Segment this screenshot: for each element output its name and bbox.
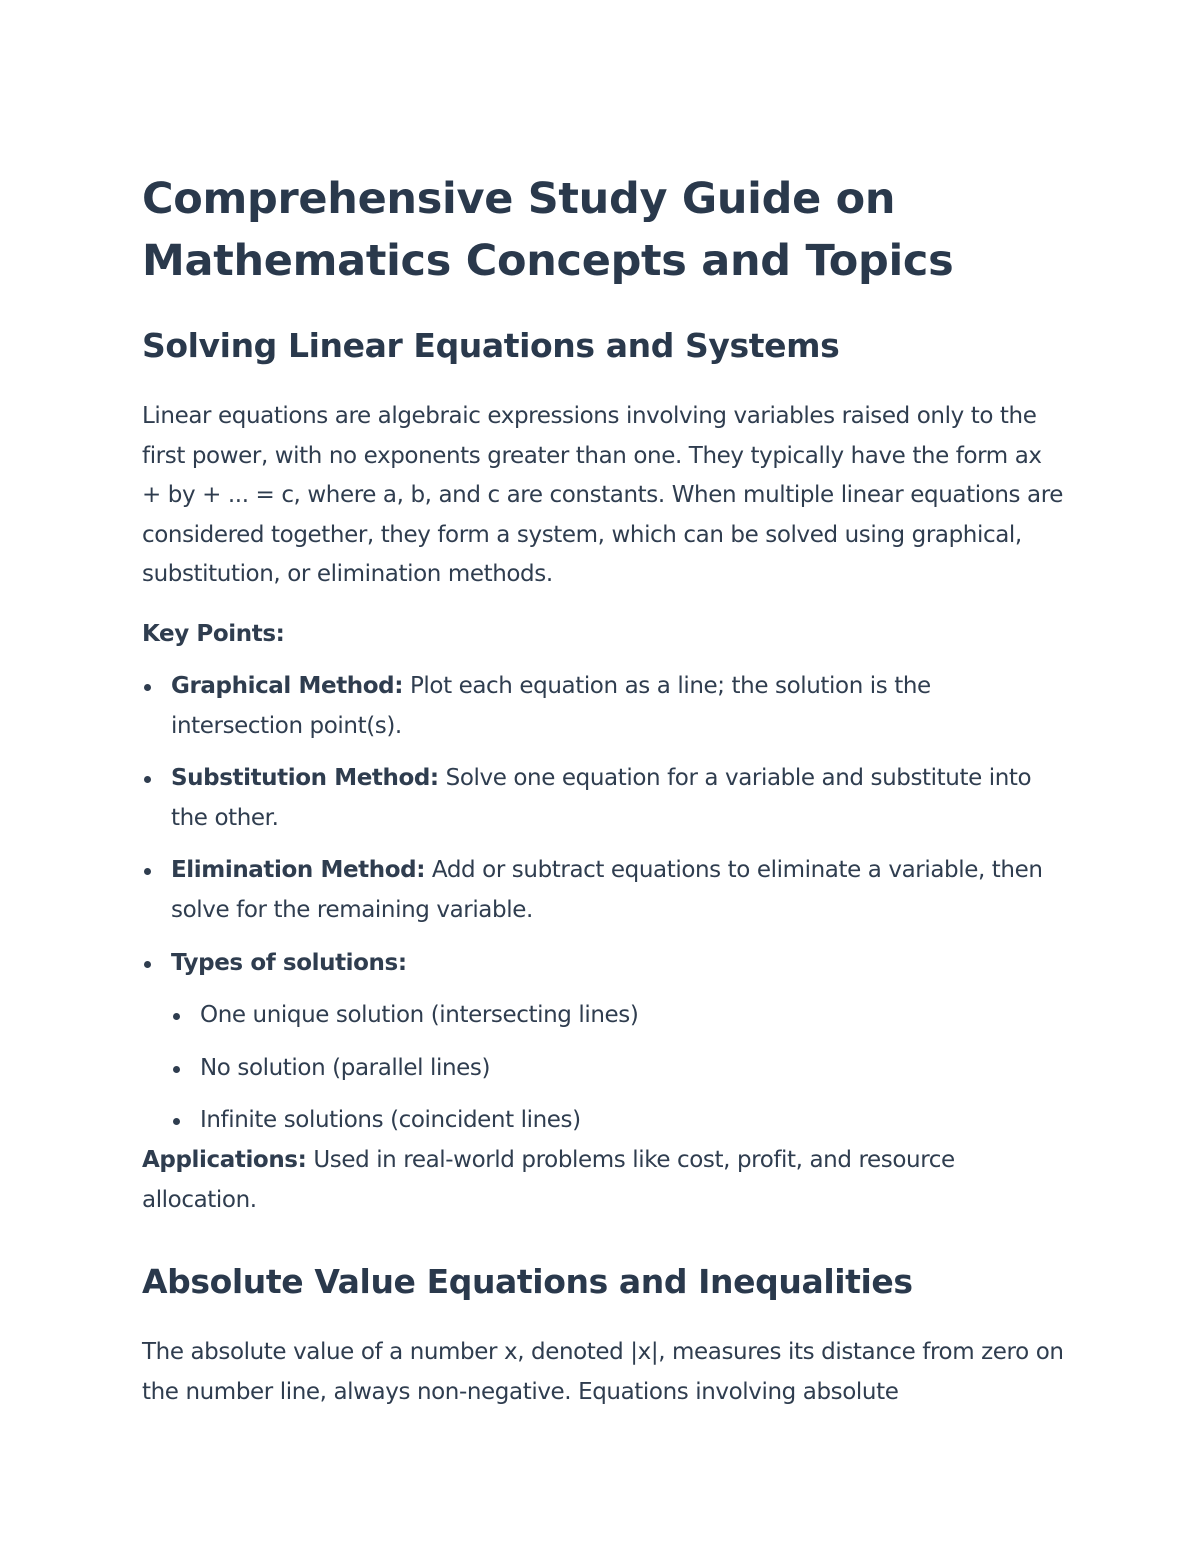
bullet-icon (144, 961, 151, 968)
bullet-icon (173, 1066, 180, 1073)
point-label: Substitution Method: (171, 765, 439, 792)
key-points-list (142, 667, 1067, 1141)
bullet-icon (144, 684, 151, 691)
point-label: Graphical Method: (171, 672, 404, 699)
list-item-graphical-method (142, 667, 1067, 746)
list-item-elimination-method (142, 851, 1067, 930)
point-label: Elimination Method: (171, 857, 426, 884)
section-heading-absolute-value: Absolute Value Equations and Inequalities (142, 1262, 913, 1302)
solution-type-text: Infinite solutions (coincident lines) (200, 1107, 581, 1134)
point-text: Plot each equation as a line; the solution is the intersection point(s). (171, 672, 931, 739)
solutions-label: Types of solutions: (171, 949, 407, 976)
applications-paragraph (142, 1141, 1067, 1220)
applications-text: Used in real-world problems like cost, profit, and resource allocation. (142, 1146, 955, 1213)
bullet-icon (144, 776, 151, 783)
solution-type-text: No solution (parallel lines) (200, 1054, 491, 1081)
list-item-solution-type (171, 996, 1067, 1036)
point-text: Solve one equation for a variable and substitute into the other. (171, 765, 1032, 831)
solution-types-list (171, 996, 1067, 1141)
list-item-types-of-solutions (142, 944, 1067, 1141)
point-text: Add or subtract equations to eliminate a variable, then solve for the remaining variable. (171, 857, 1043, 923)
section-intro-linear-equations: Linear equations are algebraic expressions involving variables raised only to the first power, with no exponents greater than one. They typically have the form ax + by + ... = c, where a, b, and c are constants. When multiple linear equations are considered together, they form a system, which can be solved using graphical, substitution, or elimination methods. (142, 403, 1064, 588)
bullet-icon (173, 1118, 180, 1125)
solution-type-text: One unique solution (intersecting lines) (200, 1002, 639, 1029)
applications-label: Applications: (142, 1146, 307, 1173)
list-item-solution-type (171, 1101, 1067, 1141)
bullet-icon (144, 868, 151, 875)
list-item-substitution-method (142, 759, 1067, 838)
bullet-icon (173, 1013, 180, 1020)
section-heading-linear-equations: Solving Linear Equations and Systems (142, 326, 840, 365)
document-title: Comprehensive Study Guide on Mathematics Concepts and Topics (142, 174, 954, 286)
key-points-label: Key Points: (142, 620, 285, 647)
document-page (142, 168, 1067, 1412)
list-item-solution-type (171, 1049, 1067, 1089)
section-intro-absolute-value: The absolute value of a number x, denoted |x|, measures its distance from zero on the number line, always non-negative. Equations involving absolute (142, 1339, 1064, 1405)
